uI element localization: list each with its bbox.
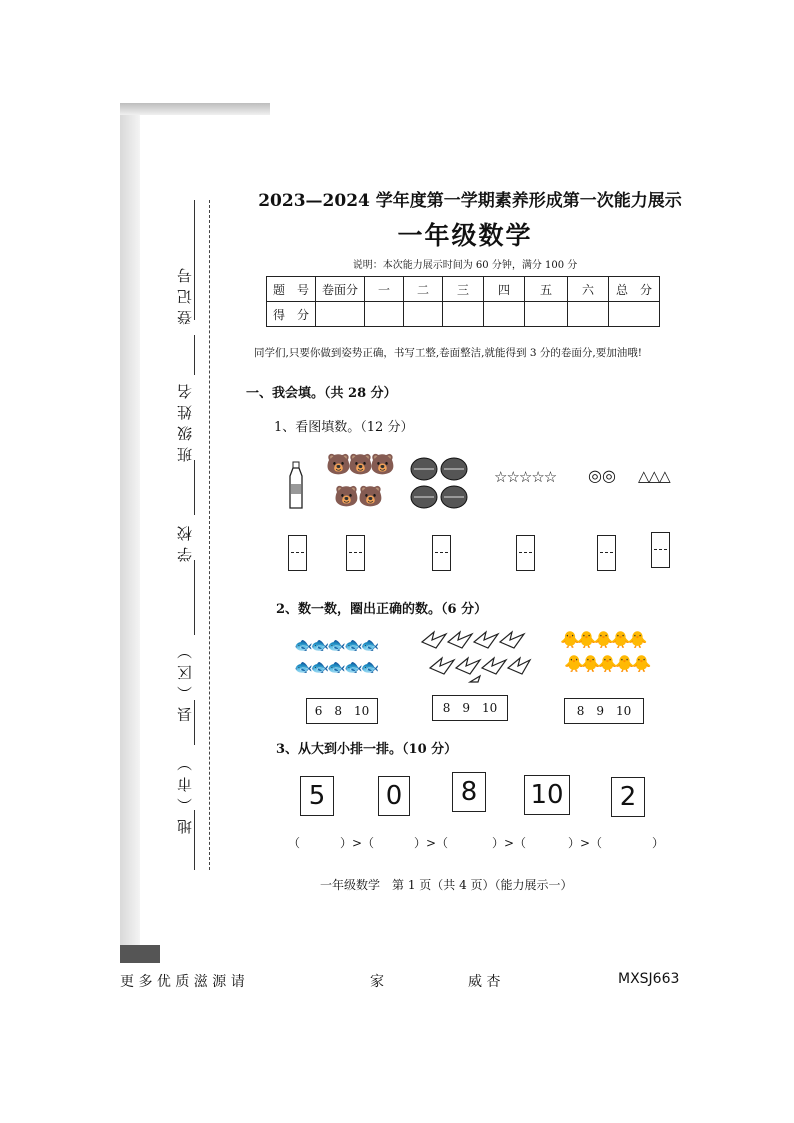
choice-option[interactable]: 8 <box>334 704 342 718</box>
choice-box-arrows[interactable] <box>432 695 508 721</box>
score-cell-header: 三 <box>443 277 484 302</box>
scan-shadow-top <box>120 103 270 115</box>
score-cell[interactable] <box>568 302 609 327</box>
number-card: 0 <box>378 776 410 816</box>
exam-note: 说明：本次能力展示时间为 60 分钟，满分 100 分 <box>352 260 578 271</box>
scan-shadow <box>120 103 140 963</box>
score-cell-header: 五 <box>525 277 568 302</box>
name-label: 姓名 <box>176 378 194 420</box>
city-label: 地（市） <box>176 750 194 834</box>
choice-option[interactable]: 10 <box>616 704 632 718</box>
county-line <box>194 700 195 745</box>
bears-picture: 🐻 🐻 🐻 🐻 🐻 <box>326 452 395 508</box>
number-card: 8 <box>452 772 486 812</box>
name-line <box>194 335 195 375</box>
answer-box-watermelons[interactable] <box>432 535 451 571</box>
score-table-header-row <box>267 277 660 302</box>
score-cell-header: 一 <box>365 277 404 302</box>
answer-box-bears[interactable] <box>346 535 365 571</box>
q2-label: 2、数一数，圈出正确的数。（6 分） <box>276 602 488 617</box>
order-paren: ）>（ <box>568 836 603 850</box>
choice-option[interactable]: 8 <box>576 704 585 718</box>
score-cell-header: 卷面分 <box>316 277 365 302</box>
county-label: 县（区） <box>176 638 194 722</box>
score-cell-header: 总 分 <box>609 277 660 302</box>
order-paren: ）>（ <box>414 836 449 850</box>
fish-picture: 🐟🐟🐟🐟🐟 🐟🐟🐟🐟🐟 <box>294 636 378 676</box>
bottom-line-mid2: 威 杏 <box>468 974 501 990</box>
choice-option[interactable]: 6 <box>314 704 323 718</box>
score-table-score-row <box>267 302 660 327</box>
choice-box-fish[interactable] <box>306 698 378 724</box>
arrow-shapes-picture <box>420 630 530 684</box>
choice-option[interactable]: 8 <box>442 701 451 715</box>
order-paren: ） <box>652 836 665 850</box>
score-cell-header: 六 <box>568 277 609 302</box>
encouragement-text: 同学们,只要你做到姿势正确，书写工整,卷面整洁,就能得到 3 分的卷面分,要加油哦! <box>254 347 642 359</box>
score-cell-header: 四 <box>484 277 525 302</box>
section1-heading: 一、我会填。（共 28 分） <box>246 386 397 401</box>
score-cell-header: 二 <box>404 277 443 302</box>
class-line <box>194 460 195 515</box>
score-cell[interactable] <box>365 302 404 327</box>
score-table <box>266 276 660 327</box>
number-card: 10 <box>524 775 570 815</box>
scan-shadow-bottom <box>120 945 160 963</box>
circles-picture: ◎◎ <box>588 466 616 485</box>
score-cell[interactable] <box>484 302 525 327</box>
number-card: 5 <box>300 776 334 816</box>
triangles-picture: △△△ <box>638 467 670 485</box>
order-paren: ）>（ <box>492 836 527 850</box>
score-cell[interactable] <box>443 302 484 327</box>
order-paren: ）>（ <box>340 836 375 850</box>
order-paren: （ <box>288 836 301 850</box>
page-footer: 一年级数学 第 1 页（共 4 页）（能力展示一） <box>320 878 573 892</box>
school-line <box>194 560 195 635</box>
score-cell-label: 得 分 <box>267 302 316 327</box>
binding-dashed-line <box>209 200 210 870</box>
watermelons-picture <box>410 456 470 512</box>
school-label: 学校 <box>176 520 194 562</box>
choice-option[interactable]: 9 <box>462 701 470 715</box>
score-cell[interactable] <box>525 302 568 327</box>
choice-option[interactable]: 10 <box>354 704 370 718</box>
choice-option[interactable]: 9 <box>596 704 604 718</box>
score-cell[interactable] <box>404 302 443 327</box>
answer-box-triangles[interactable] <box>651 532 670 568</box>
score-cell[interactable] <box>609 302 660 327</box>
answer-box-stars[interactable] <box>516 535 535 571</box>
birds-picture: 🐥🐥🐥🐥🐥 🐥🐥🐥🐥🐥 <box>560 630 649 673</box>
answer-box-circles[interactable] <box>597 535 616 571</box>
q1-label: 1、看图填数。（12 分） <box>274 420 414 435</box>
bottom-line-mid1: 家 <box>370 974 384 990</box>
score-cell-header: 题 号 <box>267 277 316 302</box>
choice-option[interactable]: 10 <box>482 701 498 715</box>
bottom-line-code: MXSJ663 <box>618 971 680 987</box>
number-card: 2 <box>611 777 645 817</box>
city-line <box>194 810 195 870</box>
exam-subtitle: 一年级数学 <box>397 221 533 250</box>
bottom-line-left: 更 多 优 质 滋 源 请 <box>120 974 245 990</box>
exam-title: 2023—2024 学年度第一学期素养形成第一次能力展示 <box>258 191 682 211</box>
bottle-picture <box>286 462 306 510</box>
answer-box-bottle[interactable] <box>288 535 307 571</box>
class-label: 班级 <box>176 420 194 462</box>
registration-label: 登记号 <box>176 262 194 325</box>
choice-box-birds[interactable] <box>564 698 644 724</box>
score-cell[interactable] <box>316 302 365 327</box>
q3-label: 3、从大到小排一排。（10 分） <box>276 742 458 757</box>
stars-picture: ☆☆☆☆☆ <box>494 468 557 486</box>
